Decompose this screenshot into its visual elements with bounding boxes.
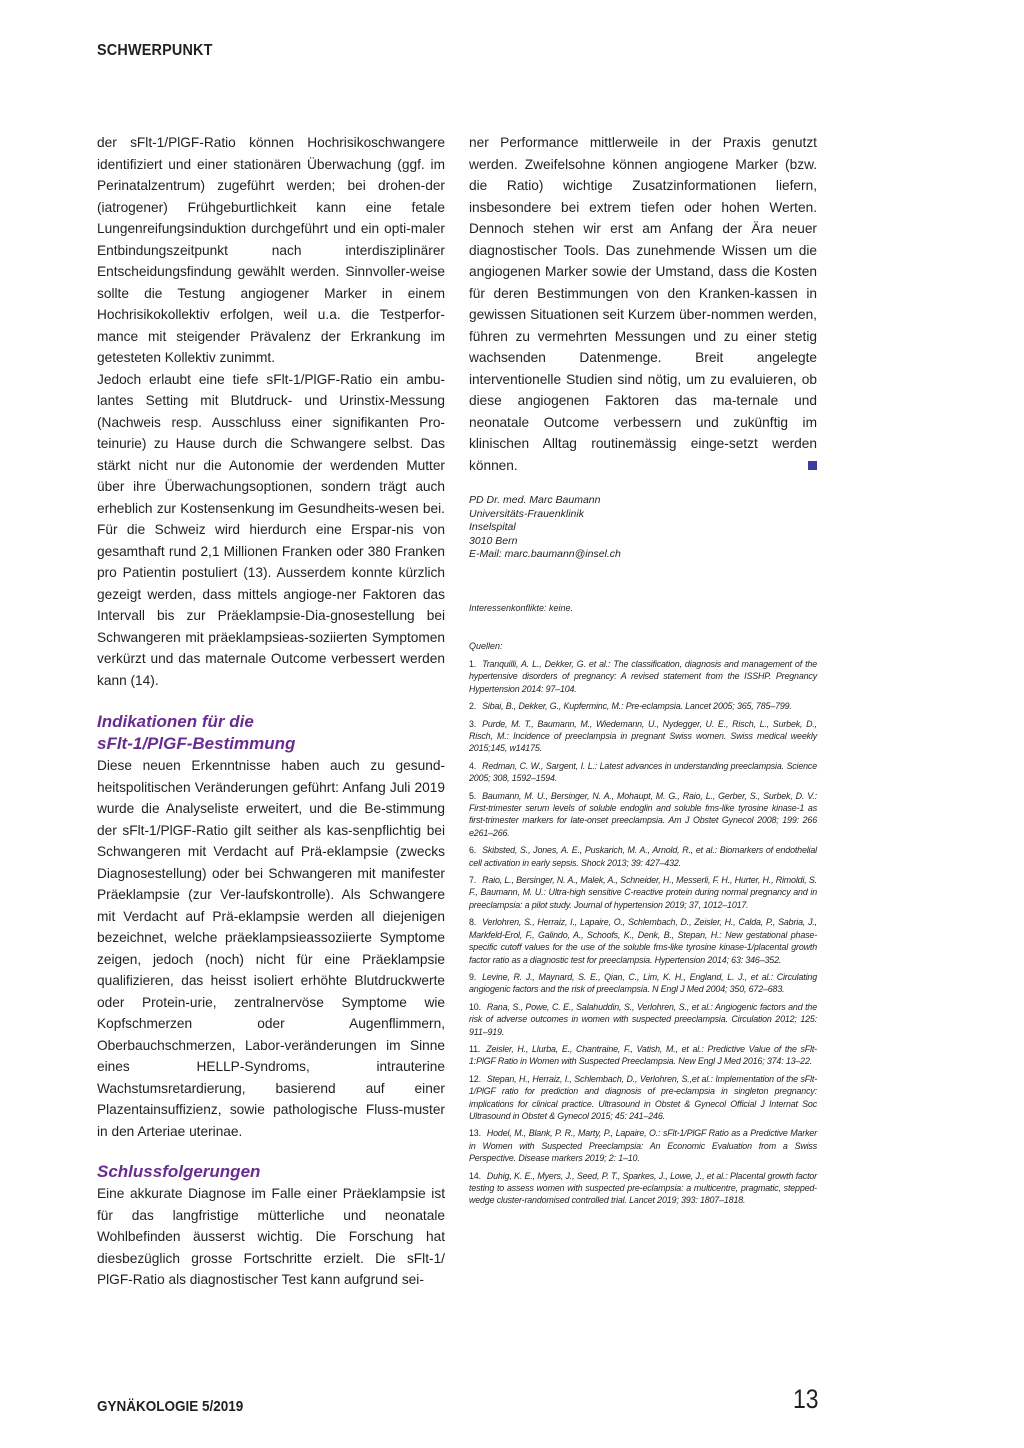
body-paragraph-2: Jedoch erlaubt eine tiefe sFlt-1/PlGF-Ratio ein ambu-lantes Setting mit Blutdruck- und Urinstix-Messung (Nachweis resp. Ausschluss einer signifikanten Pro-teinurie) zu Hause durch die Schwangere selbst. Das stärkt nicht nur die Autonomie der werdenden Mutter über ihre Überwachungsoptionen, sondern trägt auch erheblich zur Kostensenkung im Gesundheits-wesen bei. Für die Schweiz wird hierdurch eine Erspar-nis von gesamthaft rund 2,1 Millionen Franken oder 380 Franken pro Patientin postuliert (13). Ausserdem konnte kürzlich gezeigt werden, dass mittels angioge-ner Faktoren das Intervall bis zur Präeklampsie-Dia-gnosestellung bei Schwangeren mit präeklampsieas-soziierten Symptomen verkürzt und das maternale Outcome verbessert werden kann (14). [97, 371, 445, 688]
journal-footer: GYNÄKOLOGIE 5/2019 [97, 1398, 244, 1415]
reference-text: Sibai, B., Dekker, G., Kupferminc, M.: Pre-eclampsia. Lancet 2005; 365, 785–799. [482, 701, 792, 712]
reference-number: 3. [469, 718, 477, 729]
reference-number: 14. [469, 1170, 481, 1181]
reference-number: 4. [469, 760, 477, 771]
reference-item [469, 658, 817, 695]
reference-number: 1. [469, 658, 477, 669]
reference-number: 9. [469, 971, 477, 982]
reference-item [469, 790, 817, 840]
reference-text: Zeisler, H., Llurba, E., Chantraine, F., Vatish, M., et al.: Predictive Value of the sFlt-1:PlGF Ratio in Women with Suspected Preeclampsia. New Engl J Med 2016; 374: 13–22. [469, 1043, 817, 1067]
reference-item [469, 874, 817, 911]
reference-text: Baumann, M. U., Bersinger, N. A., Mohaupt, M. G., Raio, L., Gerber, S., Surbek, D. V.: First-trimester serum levels of soluble endoglin and soluble fms-like tyrosine kinase-1 as first-trimester markers for late-onset preeclampsia. Am J Obstet Gynecol 2008; 199: 266 e261–266. [469, 790, 817, 838]
reference-item [469, 700, 817, 712]
section-heading-conclusions: Schlussfolgerungen [97, 1162, 261, 1181]
reference-number: 10. [469, 1001, 481, 1012]
reference-number: 6. [469, 845, 477, 856]
reference-item [469, 844, 817, 869]
reference-item [469, 1073, 817, 1123]
end-of-article-mark [808, 461, 817, 470]
body-paragraph-3: Diese neuen Erkenntnisse haben auch zu gesund-heitspolitischen Veränderungen geführt: Anfang Juli 2019 wurde die Analyseliste erweitert, und die Be-stimmung der sFlt-1/PlGF-Ratio gilt seither als kas-senpflichtig bei Schwangeren mit Verdacht auf Prä-eklampsie (zwecks Diagnosestellung) oder bei Schwangeren mit manifester Präeklampsie (zur Ver-laufskontrolle). Als Schwangere mit Verdacht auf Prä-eklampsie werden all diejenigen bezeichnet, welche präeklampsieassoziierte Symptome zeigen, jedoch (noch) nicht für eine Präeklampsie qualifizieren, das heisst isoliert erhöhte Blutdruckwerte oder Protein-urie, zentralnervöse Symptome wie Kopfschmerzen oder Augenflimmern, Oberbauchschmerzen, Labor-veränderungen im Sinne eines HELLP-Syndroms, intrauterine Wachstumsretardierung, basierend auf einer Plazentainsuffizienz, sowie pathologische Fluss-muster in den Arteriae uterinae. [97, 758, 445, 1139]
reference-text: Purde, M. T., Baumann, M., Wiedemann, U., Nydegger, U. E., Risch, L., Surbek, D., Risch, M.: Incidence of preeclampsia in pregnant Swiss women. Swiss medical weekly 2015;145, w14175. [469, 718, 817, 754]
reference-number: 8. [469, 917, 477, 928]
reference-number: 11. [469, 1043, 481, 1054]
reference-text: Rana, S., Powe, C. E., Salahuddin, S., Verlohren, S., et al.: Angiogenic factors and the risk of adverse outcomes in women with suspected preeclampsia. Circulation 2012; 125: 911–919. [469, 1001, 817, 1037]
reference-item [469, 1043, 817, 1068]
reference-text: Verlohren, S., Herraiz, I., Lapaire, O., Schlembach, D., Zeisler, H., Calda, P., Sabria, J., Markfeld-Erol, F., Galindo, A., Schoofs, K., Denk, B., Stepan, H.: New gestational phase-specific cutoff values for the use of the soluble fms-like tyrosine kinase-1/placental growth factor ratio as a diagnostic test for preeclampsia. Hypertension 2014; 63: 346–352. [469, 917, 817, 965]
reference-text: Raio, L., Bersinger, N. A., Malek, A., Schneider, H., Messerli, F. H., Hurter, H., Rimoldi, S. F., Baumann, M. U.: Ultra-high sensitive C-reactive protein during normal pregnancy and in preeclampsia: a pilot study. Journal of hypertension 2019; 37, 1012–1017. [469, 875, 817, 910]
reference-item [469, 760, 817, 785]
reference-item [469, 718, 817, 755]
page-number: 13 [793, 1384, 819, 1414]
reference-item [469, 1170, 817, 1207]
heading-line-1: Indikationen für die [97, 712, 254, 731]
author-block [469, 494, 817, 562]
references-heading: Quellen: [469, 640, 503, 651]
reference-text: Levine, R. J., Maynard, S. E., Qian, C., Lim, K. H., England, L. J., et al.: Circulating angiogenic factors and the risk of preeclampsia. N Engl J Med 2004; 350, 672–683. [469, 971, 817, 995]
body-paragraph-5-text: ner Performance mittlerweile in der Praxis genutzt werden. Zweifelsohne können angiogene Marker (bzw. die Ratio) wichtige Zusatzinformationen liefern, insbesondere bei extrem tiefen oder hohen Werten. Dennoch stehen wir erst am Anfang der Ära neuer diagnostischer Tools. Das zunehmende Wissen um die angiogenen Marker sowie der Umstand, dass die Kosten für deren Bestimmungen von den Kranken-kassen in gewissen Situationen seit Kurzem über-nommen werden, führen zu vermehrten Messungen und zu einer stetig wachsenden Datenmenge. Breit angelegte interventionelle Studien sind nötig, um zu evaluieren, ob diese angiogenen Faktoren das ma-ternale und neonatale Outcome verbessern und zukünftig im klinischen Alltag routinemässig einge-setzt werden können. [469, 135, 817, 473]
reference-item [469, 916, 817, 966]
reference-text: Stepan, H., Herraiz, I., Schlembach, D., Verlohren, S.,et al.: Implementation of the sFlt-1/PlGF ratio for prediction and diagnosis of pre-eclampsia in singleton pregnancy: implications for clinical practice. Ultrasound in Obstet & Gynecol Official J Internat Soc Ultrasound in Obstet & Gynecol 2015; 45: 241–246. [469, 1073, 817, 1121]
reference-text: Duhig, K. E., Myers, J., Seed, P. T., Sparkes, J., Lowe, J., et al.: Placental growth factor testing to assess women with suspected pre-eclampsia: a multicentre, pragmatic, stepped-wedge cluster-randomised controlled trial. Lancet 2019; 393: 1807–1818. [469, 1170, 817, 1206]
author-email[interactable]: E-Mail: marc.baumann@insel.ch [469, 548, 621, 561]
body-paragraph-4: Eine akkurate Diagnose im Falle einer Präeklampsie ist für das langfristige mütterliche und neonatale Wohlbefinden äusserst wichtig. Die Forschung hat diesbezüglich grosse Fortschritte erzielt. Die sFlt-1/ PlGF-Ratio als diagnostischer Test kann aufgrund sei- [97, 1186, 445, 1287]
reference-item [469, 1001, 817, 1038]
author-city: 3010 Bern [469, 534, 518, 547]
reference-number: 2. [469, 701, 477, 712]
reference-number: 7. [469, 875, 477, 886]
author-hospital: Inselspital [469, 521, 516, 534]
conflict-of-interest: Interessenkonflikte: keine. [469, 602, 574, 613]
reference-text: Skibsted, S., Jones, A. E., Puskarich, M. A., Arnold, R., et al.: Biomarkers of endothelial cell activation in early sepsis. Shock 2013; 39: 427–432. [469, 845, 817, 868]
reference-item [469, 1127, 817, 1164]
reference-text: Redman, C. W., Sargent, I. L.: Latest advances in understanding preeclampsia. Science 2005; 308, 1592–1594. [469, 760, 817, 784]
body-paragraph-5 [469, 132, 817, 476]
author-name: PD Dr. med. Marc Baumann [469, 494, 601, 506]
body-paragraph-1: der sFlt-1/PlGF-Ratio können Hochrisikoschwangere identifiziert und einer stationären Überwachung (ggf. im Perinatalzentrum) zugeführt werden; bei drohen-der (iatrogener) Frühgeburtlichkeit kann eine fetale Lungenreifungsinduktion durchgeführt und ein opti-maler Entbindungszeitpunkt nach interdisziplinärer Entscheidungsfindung gewählt werden. Sinnvoller-weise sollte die Testung angiogener Marker in einem Hochrisikokollektiv erfolgen, weil u.a. die Testperfor-mance mit steigender Prävalenz der Erkrankung im getesteten Kollektiv zunimmt. [97, 135, 445, 365]
reference-text: Tranquilli, A. L., Dekker, G. et al.: The classification, diagnosis and management of the hypertensive disorders of pregnancy: A revised statement from the ISSHP. Pregnancy Hypertension 2014: 97–104. [469, 658, 817, 694]
heading-line-2: sFlt-1/PlGF-Bestimmung [97, 734, 296, 753]
reference-number: 12. [469, 1073, 481, 1084]
reference-item [469, 971, 817, 996]
reference-text: Hodel, M., Blank, P. R., Marty, P., Lapaire, O.: sFlt-1/PlGF Ratio as a Predictive Marker in Women with Suspected Preeclampsia: An Economic Evaluation from a Swiss Perspective. Disease markers 2019; 2: 1–10. [469, 1128, 817, 1164]
reference-number: 5. [469, 790, 477, 801]
references-list [469, 658, 817, 1207]
right-column [469, 132, 817, 1212]
left-column [97, 132, 445, 1291]
author-clinic: Universitäts-Frauenklinik [469, 507, 584, 520]
section-header: SCHWERPUNKT [97, 42, 213, 59]
section-heading-indications [97, 711, 445, 755]
reference-number: 13. [469, 1128, 481, 1139]
